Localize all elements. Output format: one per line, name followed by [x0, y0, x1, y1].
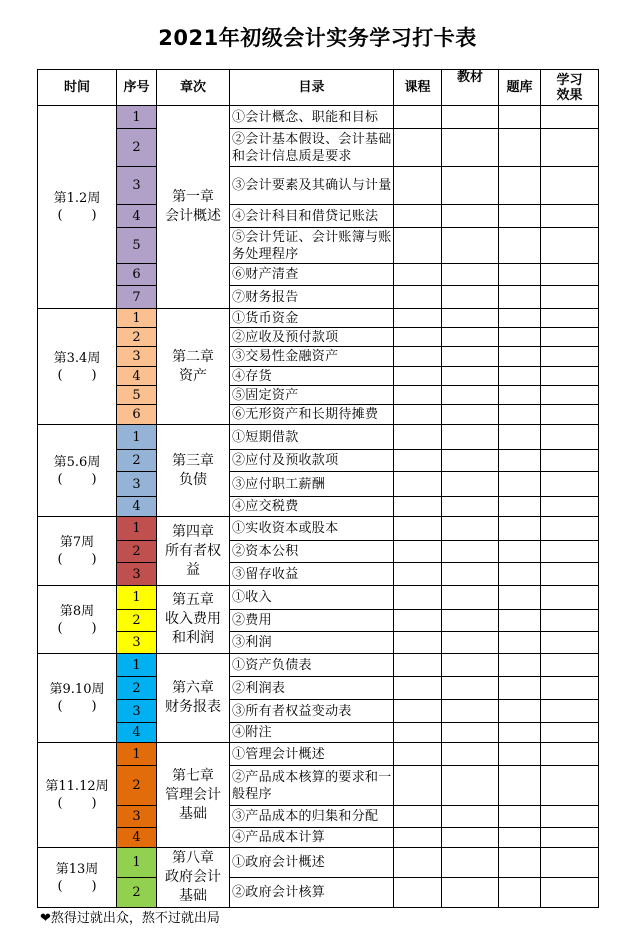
chapter-cell: 第五章 收入费用 和利润: [157, 586, 230, 654]
index-cell: 2: [117, 129, 157, 167]
question-bank-check[interactable]: [499, 167, 541, 205]
index-cell: 3: [117, 472, 157, 497]
effect-check[interactable]: [541, 167, 599, 205]
contents-item: ④产品成本计算: [232, 830, 326, 845]
textbook-check[interactable]: [442, 106, 499, 129]
effect-check[interactable]: [541, 228, 599, 264]
header-contents: 目录: [230, 70, 394, 106]
chapter-cell: 第六章 财务报表: [157, 654, 230, 743]
table-row: [38, 328, 599, 347]
chapter-cell: 第七章 管理会计 基础: [157, 743, 230, 848]
header-question-bank: 题库: [499, 70, 541, 106]
course-check[interactable]: [394, 586, 442, 610]
index-cell: 2: [117, 766, 157, 806]
week-date-blank[interactable]: ( ): [57, 471, 97, 487]
effect-check[interactable]: [541, 541, 599, 563]
table-row: [38, 347, 599, 367]
contents-item: ①会计概念、职能和目标: [232, 109, 379, 125]
table-row: [38, 167, 599, 205]
course-check[interactable]: [394, 347, 442, 367]
question-bank-check[interactable]: [499, 106, 541, 129]
course-check[interactable]: [394, 205, 442, 228]
effect-check[interactable]: [541, 425, 599, 450]
course-check[interactable]: [394, 828, 442, 848]
index-cell: 2: [117, 450, 157, 472]
question-bank-check[interactable]: [499, 405, 541, 425]
question-bank-check[interactable]: [499, 766, 541, 806]
course-check[interactable]: [394, 806, 442, 828]
contents-item: ③利润: [232, 635, 272, 650]
index-cell: 4: [117, 367, 157, 386]
question-bank-check[interactable]: [499, 367, 541, 386]
course-check[interactable]: [394, 743, 442, 766]
effect-check[interactable]: [541, 878, 599, 908]
course-check[interactable]: [394, 497, 442, 517]
table-row: [38, 654, 599, 677]
question-bank-check[interactable]: [499, 723, 541, 743]
index-cell: 5: [117, 386, 157, 405]
table-row: [38, 386, 599, 405]
contents-item: ⑥无形资产和长期待摊费: [232, 407, 379, 422]
textbook-check[interactable]: [442, 450, 499, 472]
table-row: [38, 586, 599, 610]
index-cell: 2: [117, 328, 157, 347]
week-cell: [38, 106, 117, 309]
index-cell: 3: [117, 347, 157, 367]
contents-item: ③留存收益: [232, 566, 299, 582]
textbook-check[interactable]: [442, 286, 499, 309]
question-bank-check[interactable]: [499, 425, 541, 450]
table-row: [38, 517, 599, 541]
effect-check[interactable]: [541, 723, 599, 743]
textbook-check[interactable]: [442, 367, 499, 386]
header-time: 时间: [38, 70, 117, 106]
question-bank-check[interactable]: [499, 806, 541, 828]
index-cell: 2: [117, 541, 157, 563]
textbook-check[interactable]: [442, 425, 499, 450]
textbook-check[interactable]: [442, 610, 499, 632]
contents-item: ②政府会计核算: [232, 885, 326, 900]
course-check[interactable]: [394, 286, 442, 309]
textbook-check[interactable]: [442, 386, 499, 405]
question-bank-check[interactable]: [499, 677, 541, 700]
effect-check[interactable]: [541, 129, 599, 167]
header-chapter: 章次: [157, 70, 230, 106]
textbook-check[interactable]: [442, 167, 499, 205]
week-label: 第3.4周: [53, 350, 101, 366]
course-check[interactable]: [394, 425, 442, 450]
course-check[interactable]: [394, 766, 442, 806]
week-cell: [38, 743, 117, 848]
contents-item: ①实收资本或股本: [232, 521, 339, 536]
header-index: 序号: [117, 70, 157, 106]
index-cell: 7: [117, 286, 157, 309]
index-cell: 1: [117, 309, 157, 328]
week-date-blank[interactable]: ( ): [57, 367, 97, 383]
contents-item: ②应付及预收款项: [232, 453, 339, 468]
footer-motto: ❤熬得过就出众，熬不过就出局: [40, 911, 220, 926]
question-bank-check[interactable]: [499, 286, 541, 309]
question-bank-check[interactable]: [499, 347, 541, 367]
effect-check[interactable]: [541, 450, 599, 472]
contents-item: ⑦财务报告: [232, 289, 299, 305]
textbook-check[interactable]: [442, 328, 499, 347]
week-label: 第5.6周: [53, 454, 101, 470]
textbook-check[interactable]: [442, 205, 499, 228]
question-bank-check[interactable]: [499, 700, 541, 723]
textbook-check[interactable]: [442, 766, 499, 806]
textbook-check[interactable]: [442, 586, 499, 610]
index-cell: 3: [117, 632, 157, 654]
index-cell: 1: [117, 586, 157, 610]
week-cell: [38, 309, 117, 425]
course-check[interactable]: [394, 654, 442, 677]
course-check[interactable]: [394, 610, 442, 632]
index-cell: 1: [117, 848, 157, 878]
table-row: [38, 723, 599, 743]
contents-item: ③所有者权益变动表: [232, 703, 352, 719]
header-textbook: 教材: [442, 70, 499, 106]
table-row: [38, 743, 599, 766]
contents-item: ④会计科目和借贷记账法: [232, 208, 379, 224]
effect-check[interactable]: [541, 766, 599, 806]
effect-check[interactable]: [541, 828, 599, 848]
effect-check[interactable]: [541, 205, 599, 228]
index-cell: 2: [117, 878, 157, 908]
course-check[interactable]: [394, 700, 442, 723]
table-row: [38, 450, 599, 472]
table-row: [38, 563, 599, 586]
index-cell: 4: [117, 205, 157, 228]
table-row: [38, 309, 599, 328]
index-cell: 3: [117, 563, 157, 586]
contents-item: ①货币资金: [232, 310, 299, 326]
table-row: [38, 632, 599, 654]
textbook-check[interactable]: [442, 878, 499, 908]
course-check[interactable]: [394, 386, 442, 405]
contents-item: ⑤固定资产: [232, 387, 299, 403]
course-check[interactable]: [394, 228, 442, 264]
course-check[interactable]: [394, 632, 442, 654]
week-label: 第13周: [55, 861, 99, 877]
textbook-check[interactable]: [442, 309, 499, 328]
index-cell: 4: [117, 723, 157, 743]
course-check[interactable]: [394, 563, 442, 586]
course-check[interactable]: [394, 129, 442, 167]
effect-check[interactable]: [541, 677, 599, 700]
contents-item: ①资产负债表: [232, 657, 312, 673]
table-row: [38, 700, 599, 723]
page-title: 2021年初级会计实务学习打卡表: [158, 26, 477, 50]
contents-item: ④存货: [232, 368, 272, 384]
index-cell: 1: [117, 743, 157, 766]
question-bank-check[interactable]: [499, 563, 541, 586]
question-bank-check[interactable]: [499, 743, 541, 766]
course-check[interactable]: [394, 723, 442, 743]
index-cell: 3: [117, 806, 157, 828]
textbook-check[interactable]: [442, 723, 499, 743]
course-check[interactable]: [394, 450, 442, 472]
index-cell: 3: [117, 167, 157, 205]
question-bank-check[interactable]: [499, 610, 541, 632]
week-label: 第9.10周: [49, 682, 105, 697]
effect-check[interactable]: [541, 386, 599, 405]
textbook-check[interactable]: [442, 563, 499, 586]
header-course: 课程: [394, 70, 442, 106]
contents-item: ①政府会计概述: [232, 855, 326, 870]
effect-check[interactable]: [541, 405, 599, 425]
index-cell: 2: [117, 677, 157, 700]
effect-check[interactable]: [541, 806, 599, 828]
effect-check[interactable]: [541, 328, 599, 347]
table-row: [38, 610, 599, 632]
question-bank-check[interactable]: [499, 450, 541, 472]
question-bank-check[interactable]: [499, 264, 541, 286]
table-row: [38, 828, 599, 848]
index-cell: 5: [117, 228, 157, 264]
table-row: [38, 472, 599, 497]
index-cell: 1: [117, 106, 157, 129]
textbook-check[interactable]: [442, 264, 499, 286]
table-row: [38, 806, 599, 828]
contents-item: ②利润表: [232, 680, 286, 696]
table-row: [38, 848, 599, 878]
course-check[interactable]: [394, 878, 442, 908]
textbook-check[interactable]: [442, 405, 499, 425]
course-check[interactable]: [394, 472, 442, 497]
contents-item: ②会计基本假设、会计基础和会计信息质是要求: [232, 131, 392, 164]
contents-item: ③交易性金融资产: [232, 349, 339, 364]
textbook-check[interactable]: [442, 700, 499, 723]
course-check[interactable]: [394, 167, 442, 205]
week-date-blank[interactable]: ( ): [57, 699, 97, 714]
textbook-check[interactable]: [442, 541, 499, 563]
index-cell: 6: [117, 405, 157, 425]
week-date-blank[interactable]: ( ): [57, 878, 97, 894]
contents-item: ③会计要素及其确认与计量: [232, 178, 392, 193]
index-cell: 3: [117, 700, 157, 723]
course-check[interactable]: [394, 106, 442, 129]
index-cell: 4: [117, 497, 157, 517]
contents-item: ④应交税费: [232, 499, 299, 514]
textbook-check[interactable]: [442, 632, 499, 654]
textbook-check[interactable]: [442, 228, 499, 264]
effect-check[interactable]: [541, 472, 599, 497]
table-row: [38, 106, 599, 129]
index-cell: 1: [117, 654, 157, 677]
effect-check[interactable]: [541, 286, 599, 309]
effect-check[interactable]: [541, 563, 599, 586]
index-cell: 1: [117, 425, 157, 450]
textbook-check[interactable]: [442, 497, 499, 517]
textbook-check[interactable]: [442, 654, 499, 677]
table-row: [38, 367, 599, 386]
question-bank-check[interactable]: [499, 828, 541, 848]
week-label: 第8周: [59, 603, 95, 619]
question-bank-check[interactable]: [499, 878, 541, 908]
contents-item: ④附注: [232, 725, 272, 740]
table-row: [38, 228, 599, 264]
contents-item: ①收入: [232, 590, 272, 605]
week-label: 第7周: [59, 535, 95, 550]
textbook-check[interactable]: [442, 848, 499, 878]
question-bank-check[interactable]: [499, 517, 541, 541]
textbook-check[interactable]: [442, 129, 499, 167]
effect-check[interactable]: [541, 848, 599, 878]
week-label: 第1.2周: [53, 191, 101, 206]
effect-check[interactable]: [541, 347, 599, 367]
effect-check[interactable]: [541, 700, 599, 723]
table-row: [38, 129, 599, 167]
textbook-check[interactable]: [442, 347, 499, 367]
course-check[interactable]: [394, 517, 442, 541]
effect-check[interactable]: [541, 586, 599, 610]
effect-check[interactable]: [541, 654, 599, 677]
chapter-cell: 第二章 资产: [157, 309, 230, 425]
week-cell: [38, 654, 117, 743]
week-date-blank[interactable]: ( ): [57, 552, 97, 567]
table-row: [38, 405, 599, 425]
textbook-check[interactable]: [442, 472, 499, 497]
course-check[interactable]: [394, 309, 442, 328]
chapter-cell: 第三章 负债: [157, 425, 230, 517]
question-bank-check[interactable]: [499, 309, 541, 328]
index-cell: 6: [117, 264, 157, 286]
table-row: [38, 677, 599, 700]
question-bank-check[interactable]: [499, 472, 541, 497]
question-bank-check[interactable]: [499, 654, 541, 677]
contents-item: ①管理会计概述: [232, 746, 326, 762]
question-bank-check[interactable]: [499, 632, 541, 654]
effect-check[interactable]: [541, 497, 599, 517]
course-check[interactable]: [394, 541, 442, 563]
effect-check[interactable]: [541, 367, 599, 386]
index-cell: 4: [117, 828, 157, 848]
week-date-blank[interactable]: ( ): [57, 208, 97, 223]
chapter-cell: 第一章 会计概述: [157, 106, 230, 309]
week-cell: [38, 425, 117, 517]
effect-check[interactable]: [541, 517, 599, 541]
textbook-check[interactable]: [442, 828, 499, 848]
textbook-check[interactable]: [442, 517, 499, 541]
effect-check[interactable]: [541, 106, 599, 129]
course-check[interactable]: [394, 677, 442, 700]
question-bank-check[interactable]: [499, 586, 541, 610]
header-effect: 学习 效果: [541, 70, 599, 106]
question-bank-check[interactable]: [499, 386, 541, 405]
course-check[interactable]: [394, 367, 442, 386]
index-cell: 2: [117, 610, 157, 632]
contents-item: ⑥财产清查: [232, 267, 299, 282]
course-check[interactable]: [394, 264, 442, 286]
effect-check[interactable]: [541, 309, 599, 328]
week-cell: [38, 517, 117, 586]
effect-check[interactable]: [541, 632, 599, 654]
table-row: [38, 541, 599, 563]
contents-item: ③应付职工薪酬: [232, 476, 326, 492]
course-check[interactable]: [394, 328, 442, 347]
week-cell: [38, 586, 117, 654]
question-bank-check[interactable]: [499, 228, 541, 264]
table-row: [38, 497, 599, 517]
week-cell: [38, 848, 117, 908]
course-check[interactable]: [394, 848, 442, 878]
textbook-check[interactable]: [442, 677, 499, 700]
question-bank-check[interactable]: [499, 497, 541, 517]
table-row: [38, 425, 599, 450]
contents-item: ②费用: [232, 613, 272, 628]
question-bank-check[interactable]: [499, 848, 541, 878]
index-cell: 1: [117, 517, 157, 541]
table-row: [38, 766, 599, 806]
course-check[interactable]: [394, 405, 442, 425]
question-bank-check[interactable]: [499, 541, 541, 563]
textbook-check[interactable]: [442, 743, 499, 766]
week-date-blank[interactable]: ( ): [57, 796, 97, 811]
question-bank-check[interactable]: [499, 129, 541, 167]
table-row: [38, 205, 599, 228]
contents-item: ②产品成本核算的要求和一般程序: [232, 769, 392, 802]
effect-check[interactable]: [541, 264, 599, 286]
question-bank-check[interactable]: [499, 328, 541, 347]
effect-check[interactable]: [541, 610, 599, 632]
effect-check[interactable]: [541, 743, 599, 766]
chapter-cell: 第四章 所有者权 益: [157, 517, 230, 586]
contents-item: ②应收及预付款项: [232, 329, 339, 345]
contents-item: ①短期借款: [232, 429, 299, 445]
chapter-cell: 第八章 政府会计 基础: [157, 848, 230, 908]
table-row: [38, 878, 599, 908]
checkin-table: [37, 69, 599, 908]
textbook-check[interactable]: [442, 806, 499, 828]
contents-item: ⑤会计凭证、会计账簿与账务处理程序: [232, 229, 392, 262]
question-bank-check[interactable]: [499, 205, 541, 228]
contents-item: ③产品成本的归集和分配: [232, 809, 379, 824]
contents-item: ②资本公积: [232, 544, 299, 559]
table-row: [38, 264, 599, 286]
week-label: 第11.12周: [45, 779, 109, 794]
table-wrapper: [37, 69, 598, 928]
week-date-blank[interactable]: ( ): [57, 620, 97, 636]
table-row: [38, 286, 599, 309]
